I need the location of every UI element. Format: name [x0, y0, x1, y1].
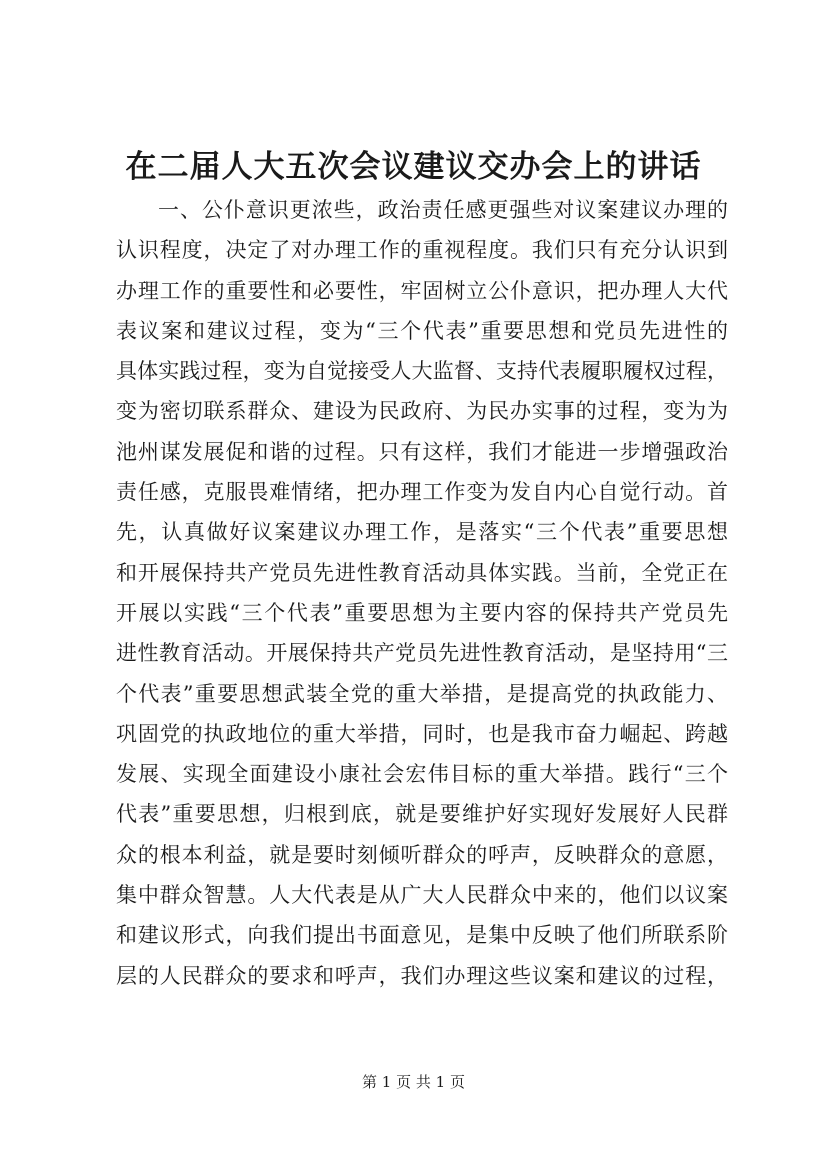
page-footer: 第 1 页 共 1 页: [362, 1073, 465, 1091]
document-title: 在二届人大五次会议建议交办会上的讲话: [125, 149, 702, 185]
document-body: [116, 190, 728, 996]
body-line: 发展、实现全面建设小康社会宏伟目标的重大举措。践行“三个: [116, 762, 728, 787]
body-line: 代表”重要思想，归根到底，就是要维护好实现好发展好人民群: [116, 802, 728, 827]
body-line: 变为密切联系群众、建设为民政府、为民办实事的过程，变为为: [116, 399, 728, 424]
body-line: 进性教育活动。开展保持共产党员先进性教育活动，是坚持用“三: [116, 641, 728, 666]
body-line: 层的人民群众的要求和呼声，我们办理这些议案和建议的过程，: [116, 963, 728, 988]
body-line: 具体实践过程，变为自觉接受人大监督、支持代表履职履权过程，: [116, 359, 728, 384]
body-line: 和开展保持共产党员先进性教育活动具体实践。当前，全党正在: [116, 560, 728, 585]
body-line: 集中群众智慧。人大代表是从广大人民群众中来的，他们以议案: [116, 883, 728, 908]
body-line: 池州谋发展促和谐的过程。只有这样，我们才能进一步增强政治: [116, 439, 728, 464]
body-line: 表议案和建议过程，变为“三个代表”重要思想和党员先进性的: [116, 318, 728, 343]
body-line: 责任感，克服畏难情绪，把办理工作变为发自内心自觉行动。首: [116, 480, 728, 505]
body-line: 认识程度，决定了对办理工作的重视程度。我们只有充分认识到: [116, 238, 728, 263]
body-line: 开展以实践“三个代表”重要思想为主要内容的保持共产党员先: [116, 600, 728, 625]
body-line: 众的根本利益，就是要时刻倾听群众的呼声，反映群众的意愿，: [116, 842, 728, 867]
body-line: 和建议形式，向我们提出书面意见，是集中反映了他们所联系阶: [116, 923, 728, 948]
body-line: 办理工作的重要性和必要性，牢固树立公仆意识，把办理人大代: [116, 278, 728, 303]
body-line: 先，认真做好议案建议办理工作，是落实“三个代表”重要思想: [116, 520, 728, 545]
body-line: 巩固党的执政地位的重大举措，同时，也是我市奋力崛起、跨越: [116, 721, 728, 746]
body-line: 个代表”重要思想武装全党的重大举措，是提高党的执政能力、: [116, 681, 728, 706]
body-line: 一、公仆意识更浓些，政治责任感更强些对议案建议办理的: [158, 198, 728, 222]
